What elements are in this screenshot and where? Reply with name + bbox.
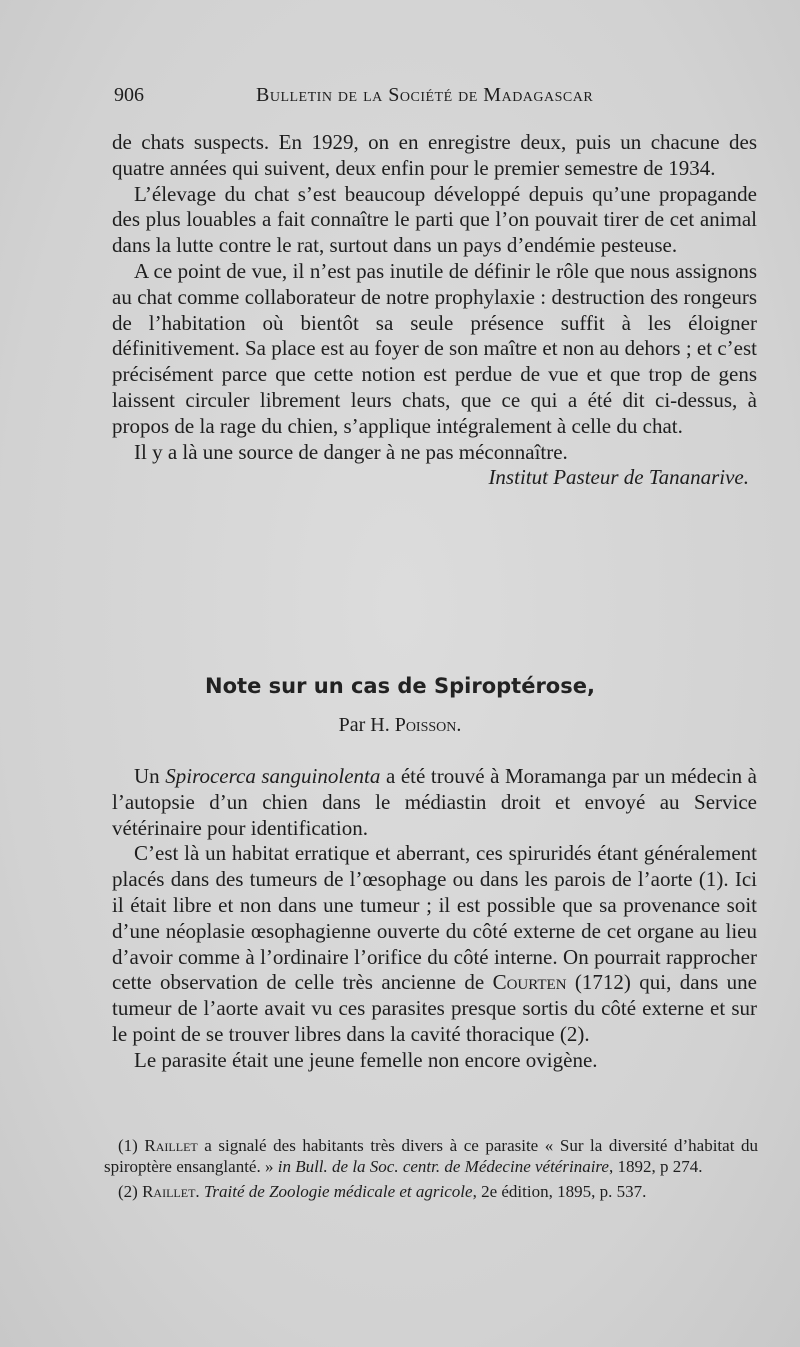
- paragraph-parasite: Le parasite était une jeune femelle non encore ovigène.: [134, 1047, 598, 1072]
- page-number: 906: [114, 84, 144, 106]
- cited-author-courten: Courten: [492, 970, 567, 995]
- footnote-1-source: in Bull. de la Soc. centr. de Médecine vétérinaire: [277, 1157, 609, 1176]
- article-byline: [0, 714, 800, 737]
- byline-author: Poisson.: [394, 714, 462, 736]
- paragraph-cat-role: A ce point de vue, il n’est pas inutile de définir le rôle que nous assignons au chat comme collaborateur de notre prophylaxie : destruction des rongeurs de l’habitation où bientôt sa seule présence suffit à les éloigner définitivement. Sa place est au foyer de son maître et non au dehors ; et c’est précisément parce que cette notion est perdue de vue et que trop de gens laissent circuler librement leurs chats, que ce qui a été dit ci-dessus, à propos de la rage du chien, s’applique intégralement à celle du chat.: [112, 258, 757, 438]
- paragraph-danger: Il y a là une source de danger à ne pas méconnaître.: [134, 439, 568, 464]
- habitat-part1: C’est là un habitat erratique et aberrant, ces spiruridés étant généralement placés dans des tumeurs de l’œsophage ou dans les parois de l’aorte (1). Ici il était libre et non dans une tumeur ; il est possible que sa provenance soit d’une néoplasie œsophagienne ouverte du côté externe de cet organe au lieu d’avoir comme à l’ordinaire l’orifice du côté interne. On pourrait rapprocher cette observation de celle très ancienne de: [112, 841, 757, 995]
- footnote-1: [104, 1135, 758, 1177]
- byline-prefix: Par H.: [338, 714, 390, 736]
- institution-signature: Institut Pasteur de Tananarive.: [488, 465, 749, 490]
- species-name: Spirocerca sanguinolenta: [165, 764, 381, 788]
- paragraph-habitat: [112, 841, 757, 1047]
- discovery-rest: a été trouvé à Moramanga par un médecin à l’autopsie d’un chien dans le médiastin droit et envoyé au Service vétérinaire pour identification.: [112, 764, 757, 840]
- article-body: [112, 764, 757, 1074]
- footnotes: [104, 1135, 758, 1206]
- footnote-2: [104, 1181, 758, 1202]
- footnote-1-text: a signalé des habitants très divers à ce parasite « Sur la diversité d’habitat du spiroptère ensanglanté. »: [104, 1136, 758, 1176]
- footnote-2-source: Traité de Zoologie médicale et agricole: [199, 1182, 473, 1201]
- footnote-2-author: Raillet.: [142, 1182, 200, 1201]
- discovery-lead: Un: [134, 764, 166, 788]
- paragraph-continuation: de chats suspects. En 1929, on en enregistre deux, puis un chacune des quatre années qui suivent, deux enfin pour le premier semestre de 1934.: [112, 130, 757, 180]
- habitat-part2: (1712) qui, dans une tumeur de l’aorte avait vu ces parasites presque sortis du côté externe et sur le point de se trouver libres dans la cavité thoracique (2).: [112, 970, 757, 1046]
- footnote-2-tail: , 2e édition, 1895, p. 537.: [472, 1182, 647, 1201]
- paragraph-cat-breeding: L’élevage du chat s’est beaucoup développé depuis qu’une propagande des plus louables a fait connaître le parti que l’on pouvait tirer de cet animal dans la lutte contre le rat, surtout dans un pays d’endémie pesteuse.: [112, 181, 757, 258]
- page-header: [114, 84, 730, 108]
- footnote-2-marker: (2): [118, 1182, 143, 1201]
- footnote-1-tail: , 1892, p 274.: [608, 1157, 703, 1176]
- paragraph-discovery: [112, 764, 757, 841]
- footnote-1-marker: (1): [118, 1136, 145, 1155]
- article-title: Note sur un cas de Spiroptérose,: [205, 674, 595, 698]
- footnote-1-author: Raillet: [144, 1136, 198, 1155]
- previous-article-ending: [112, 130, 757, 491]
- running-head: Bulletin de la Société de Madagascar: [256, 84, 594, 106]
